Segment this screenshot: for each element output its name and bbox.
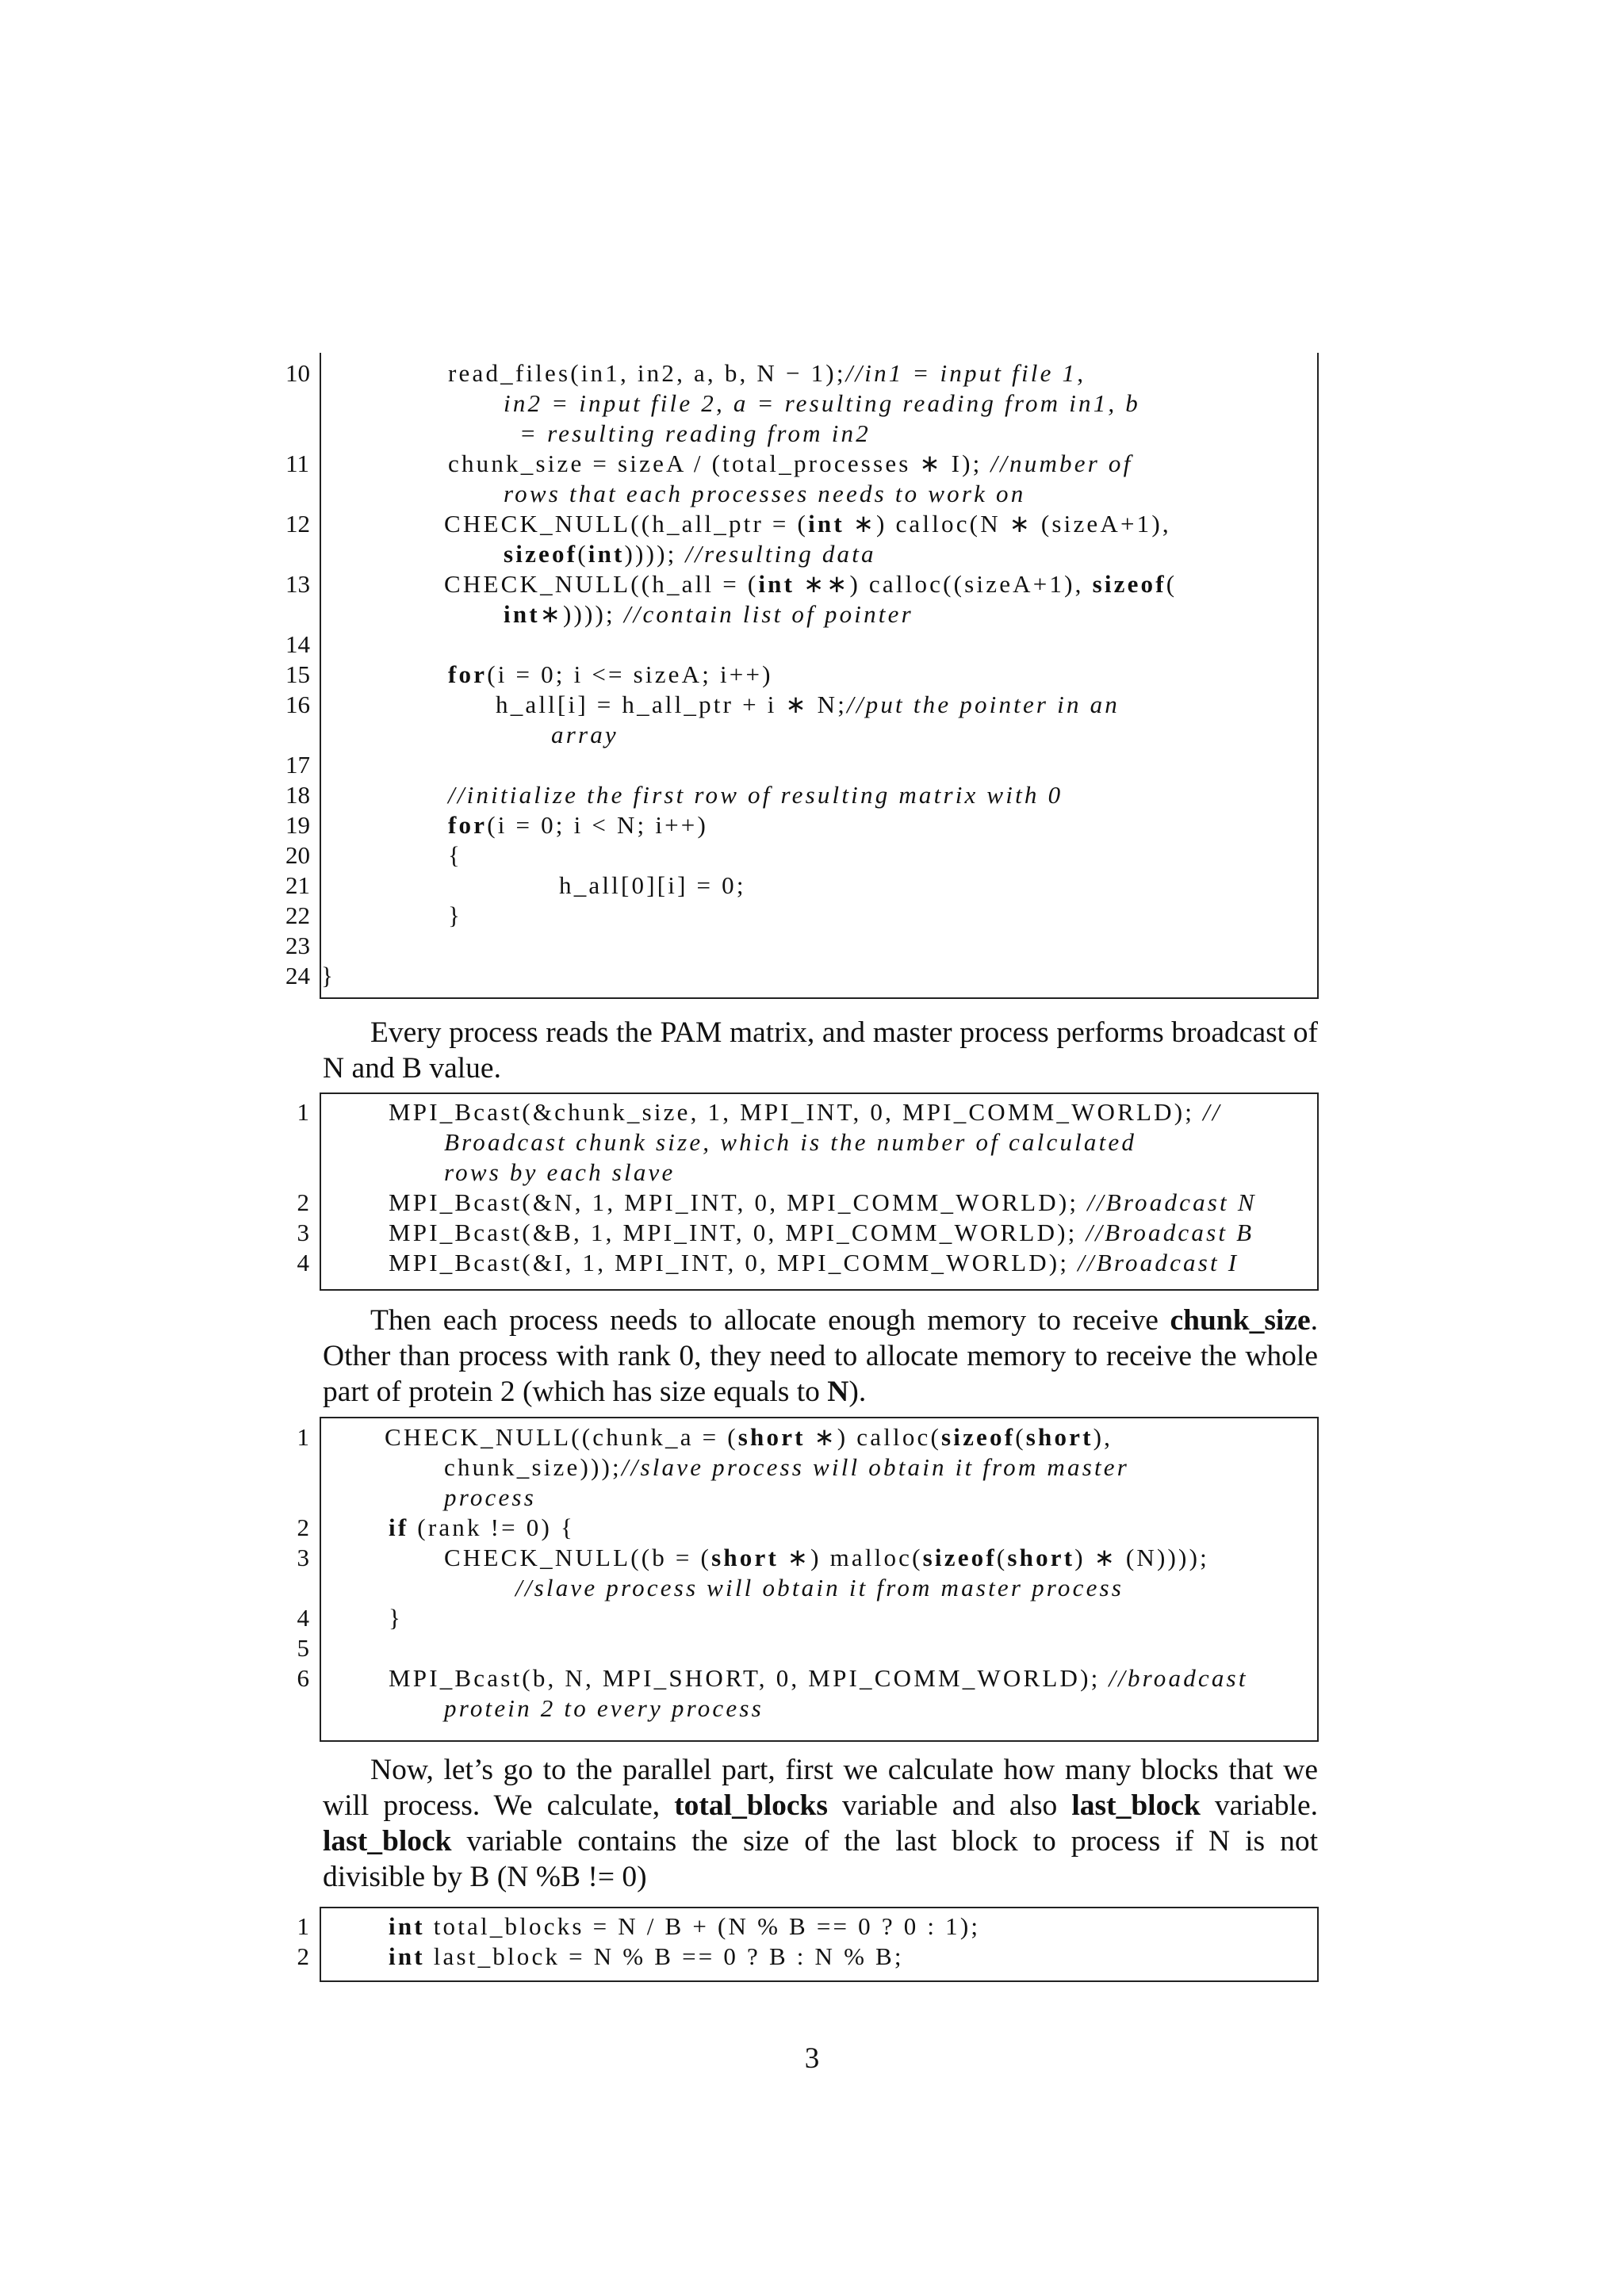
code-token: MPI_Bcast(b, N, MPI_SHORT, 0, MPI_COMM_WORLD); [389, 1664, 1109, 1692]
code-token: last_block = N % B == 0 ? B : N % B; [424, 1942, 904, 1970]
code-token: ∗) calloc(N ∗ (sizeA+1), [844, 510, 1171, 538]
code-line [448, 810, 708, 840]
code-token: } [448, 901, 463, 929]
term-n: N [827, 1376, 849, 1408]
line-number: 6 [297, 1664, 309, 1692]
code-line [448, 660, 773, 690]
line-number: 10 [285, 359, 310, 387]
code-line [389, 1603, 403, 1633]
code-line [389, 1097, 1222, 1127]
code-line [444, 1483, 536, 1513]
code-token: { [448, 841, 463, 869]
line-number: 12 [285, 510, 310, 538]
code-keyword: sizeof [504, 540, 578, 568]
line-number: 18 [285, 781, 310, 809]
paragraph-memory-allocation [323, 1303, 1318, 1410]
code-comment: //Broadcast B [1086, 1219, 1254, 1246]
line-number: 2 [297, 1942, 309, 1970]
code-comment: process [444, 1483, 536, 1511]
code-token: ( [577, 540, 588, 568]
code-token: h_all[i] = h_all_ptr + i ∗ N; [496, 691, 848, 718]
code-line [559, 871, 746, 901]
code-token: MPI_Bcast(&N, 1, MPI_INT, 0, MPI_COMM_WORLD); [389, 1188, 1088, 1216]
code-token: MPI_Bcast(&chunk_size, 1, MPI_INT, 0, MPI_COMM_WORLD); [389, 1098, 1204, 1126]
code-keyword: short [1007, 1544, 1075, 1571]
code-line [389, 1911, 980, 1942]
code-token: total_blocks = N / B + (N % B == 0 ? 0 : 1); [424, 1912, 981, 1940]
code-line [385, 1422, 1113, 1452]
code-token: ) ∗ (N)))); [1074, 1544, 1209, 1571]
code-line [321, 961, 335, 991]
paragraph-text: Then each process needs to allocate enough memory to receive chunk_size. Other than process with rank 0, they need to allocate memory to receive the whole part of protein 2 (which has size equals to N). [323, 1304, 1318, 1408]
code-comment: //Broadcast I [1078, 1249, 1239, 1276]
code-comment: rows by each slave [444, 1158, 676, 1186]
paragraph-text: Now, let’s go to the parallel part, first we calculate how many blocks that we will process. We calculate, total_blocks variable and also last_block variable. last_block variable contains the size of the last block to process if N is not divisible by B (N %B != 0) [323, 1754, 1318, 1893]
code-token: chunk_size))); [444, 1453, 622, 1481]
code-token: ∗) malloc( [778, 1544, 923, 1571]
line-number: 11 [285, 450, 309, 477]
code-keyword: sizeof [1092, 570, 1166, 598]
code-line [448, 449, 1132, 479]
paragraph-broadcast-intro [323, 1015, 1318, 1086]
code-comment: rows that each processes needs to work on [504, 480, 1026, 507]
code-line [444, 1543, 1209, 1573]
code-line [389, 1218, 1254, 1248]
code-comment: //initialize the first row of resulting matrix with 0 [448, 781, 1063, 809]
term-last-block: last_block [323, 1825, 452, 1858]
code-keyword: if [389, 1513, 409, 1541]
code-line [444, 1693, 764, 1724]
line-number: 3 [297, 1219, 309, 1246]
code-line [504, 479, 1025, 509]
code-comment: //Broadcast N [1087, 1188, 1257, 1216]
code-comment: protein 2 to every process [444, 1694, 764, 1722]
code-token: (rank != 0) { [408, 1513, 576, 1541]
line-number: 20 [285, 841, 310, 869]
code-keyword: int [504, 600, 540, 628]
line-number: 24 [285, 962, 310, 989]
line-number: 2 [297, 1188, 309, 1216]
line-number: 3 [297, 1544, 309, 1571]
code-token: chunk_size = sizeA / (total_processes ∗ I); [448, 450, 991, 477]
code-line [444, 509, 1171, 539]
code-token: } [321, 962, 336, 989]
term-chunk-size: chunk_size [1170, 1304, 1311, 1337]
code-keyword: int [808, 510, 845, 538]
code-line [496, 690, 1120, 720]
term-total-blocks: total_blocks [674, 1789, 828, 1822]
code-line [389, 1663, 1248, 1693]
code-comment: //slave process will obtain it from master process [515, 1574, 1124, 1601]
line-number: 1 [297, 1423, 309, 1451]
code-token: ∗) calloc( [805, 1423, 942, 1451]
term-last-block: last_block [1071, 1789, 1201, 1822]
code-keyword: int [758, 570, 795, 598]
line-number: 21 [285, 871, 310, 899]
code-comment: //in1 = input file 1, [845, 359, 1086, 387]
code-token: CHECK_NULL((h_all_ptr = ( [444, 510, 809, 538]
code-comment: //resulting data [685, 540, 876, 568]
code-line [444, 1158, 675, 1188]
code-line [448, 901, 462, 931]
code-token: } [389, 1604, 404, 1632]
code-line [444, 1127, 1136, 1158]
code-line [444, 569, 1177, 599]
code-token: CHECK_NULL((chunk_a = ( [385, 1423, 738, 1451]
line-number: 1 [297, 1098, 309, 1126]
code-keyword: int [389, 1912, 425, 1940]
code-token: ( [1015, 1423, 1026, 1451]
code-line [515, 1573, 1124, 1603]
code-keyword: sizeof [922, 1544, 997, 1571]
line-number: 13 [285, 570, 310, 598]
code-comment: //slave process will obtain it from master [621, 1453, 1129, 1481]
code-token: (i = 0; i <= sizeA; i++) [487, 660, 773, 688]
line-number: 14 [285, 630, 310, 658]
code-keyword: sizeof [941, 1423, 1016, 1451]
code-comment: //number of [990, 450, 1133, 477]
line-number: 2 [297, 1513, 309, 1541]
code-line [519, 419, 871, 449]
code-line [389, 1513, 575, 1543]
code-line [448, 840, 462, 871]
code-keyword: for [448, 811, 488, 839]
code-keyword: short [711, 1544, 779, 1571]
line-number: 5 [297, 1634, 309, 1662]
code-line [448, 780, 1063, 810]
line-number: 19 [285, 811, 310, 839]
code-keyword: int [389, 1942, 425, 1970]
code-token: ( [1166, 570, 1178, 598]
code-token: read_files(in1, in2, a, b, N − 1); [448, 359, 846, 387]
code-comment: //broadcast [1109, 1664, 1248, 1692]
line-number: 17 [285, 751, 310, 779]
code-line [504, 539, 876, 569]
code-line [389, 1942, 904, 1972]
page-number: 3 [804, 2042, 820, 2075]
code-token: CHECK_NULL((b = ( [444, 1544, 712, 1571]
code-token: ∗)))); [539, 600, 624, 628]
line-number: 16 [285, 691, 310, 718]
code-line [444, 1452, 1129, 1483]
code-token: MPI_Bcast(&I, 1, MPI_INT, 0, MPI_COMM_WORLD); [389, 1249, 1078, 1276]
code-line [389, 1248, 1239, 1278]
code-comment: in2 = input file 2, a = resulting reading from in1, b [504, 389, 1141, 417]
code-token: h_all[0][i] = 0; [559, 871, 746, 899]
code-token: CHECK_NULL((h_all = ( [444, 570, 759, 598]
code-line [448, 358, 1086, 388]
code-comment: Broadcast chunk size, which is the number of calculated [444, 1128, 1137, 1156]
line-number: 4 [297, 1249, 309, 1276]
line-number: 1 [297, 1912, 309, 1940]
code-comment: //contain list of pointer [623, 600, 914, 628]
code-comment: array [551, 721, 619, 748]
line-number: 22 [285, 901, 310, 929]
code-keyword: short [737, 1423, 806, 1451]
paragraph-parallel-part [323, 1752, 1318, 1895]
paragraph-text: Every process reads the PAM matrix, and master process performs broadcast of N and B value. [323, 1016, 1318, 1085]
code-token: ), [1093, 1423, 1113, 1451]
code-line [504, 599, 914, 629]
code-token: (i = 0; i < N; i++) [487, 811, 709, 839]
line-number: 4 [297, 1604, 309, 1632]
code-token: MPI_Bcast(&B, 1, MPI_INT, 0, MPI_COMM_WORLD); [389, 1219, 1086, 1246]
line-number: 15 [285, 660, 310, 688]
code-keyword: int [588, 540, 625, 568]
code-comment: = resulting reading from in2 [519, 419, 871, 447]
code-token: )))); [624, 540, 686, 568]
code-keyword: for [448, 660, 488, 688]
code-token: ( [996, 1544, 1008, 1571]
code-comment: //put the pointer in an [847, 691, 1120, 718]
code-keyword: short [1025, 1423, 1094, 1451]
line-number: 23 [285, 932, 310, 959]
code-token: ∗∗) calloc((sizeA+1), [795, 570, 1093, 598]
code-line [504, 388, 1140, 419]
code-line [389, 1188, 1257, 1218]
code-comment: // [1203, 1098, 1222, 1126]
code-line [551, 720, 619, 750]
